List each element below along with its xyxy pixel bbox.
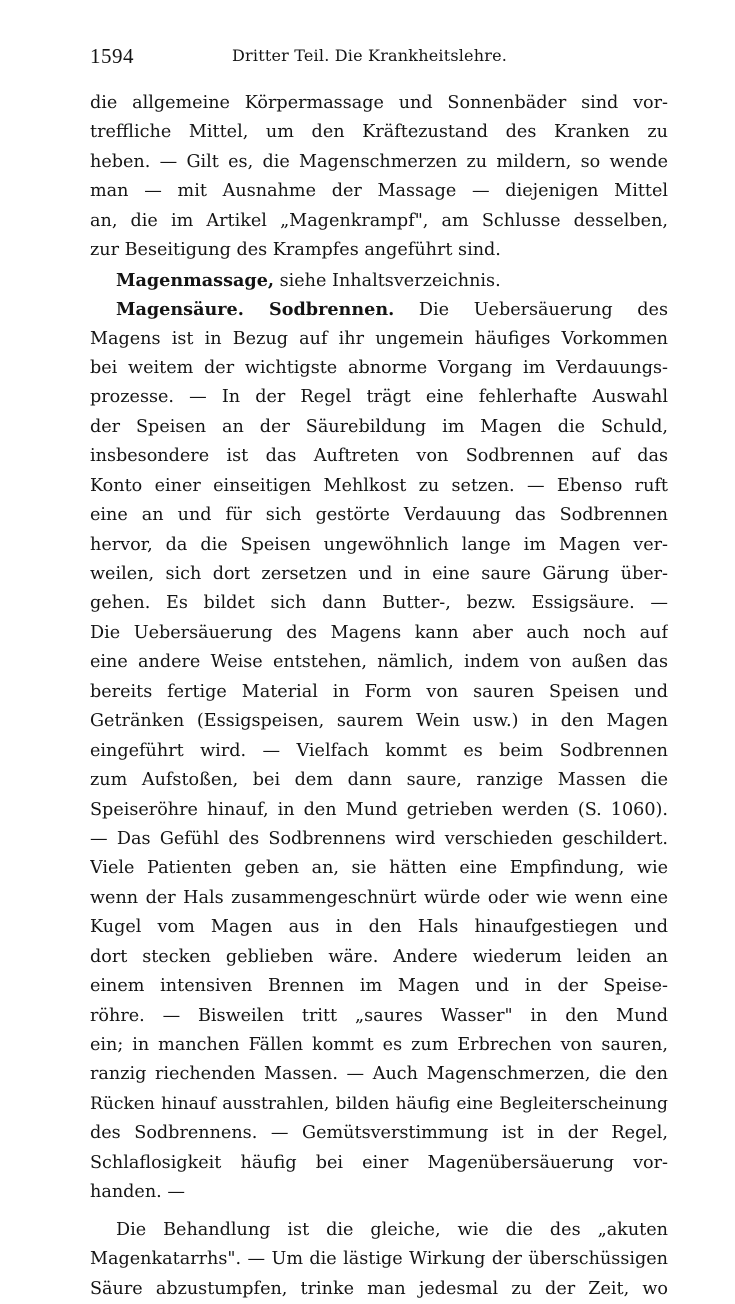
text-line: treffliche Mittel, um den Kräftezustand des Kranken zu [90,122,668,143]
text-line: insbesondere ist das Auftreten von Sodbrennen auf das [90,446,668,467]
text-line: bereits fertige Material in Form von sauren Speisen und [90,681,668,702]
text-line: Die Behandlung ist die gleiche, wie die des „akuten [116,1219,668,1240]
text-line: einem intensiven Brennen im Magen und in der Speise- [90,976,668,997]
paragraph-gap [90,1208,668,1216]
text-line: Getränken (Essigspeisen, saurem Wein usw.) in den Magen [90,711,668,732]
page-body [90,89,668,1304]
text-line: — Das Gefühl des Sodbrennens wird verschieden geschildert. [90,828,668,849]
text-line: dort stecken geblieben wäre. Andere wiederum leiden an [90,946,668,967]
text-line: Magenkatarrhs". — Um die lästige Wirkung der überschüssigen [90,1249,668,1270]
text-line: handen. — [90,1182,185,1203]
text-line: eingeführt wird. — Vielfach kommt es beim Sodbrennen [90,740,668,761]
text-line: zum Aufstoßen, bei dem dann saure, ranzige Massen die [90,770,668,791]
page-number: 1594 [90,44,134,68]
text-line: Magens ist in Bezug auf ihr ungemein häufiges Vorkommen [90,328,668,349]
text-line: gehen. Es bildet sich dann Butter-, bezw. Essigsäure. — [90,593,668,614]
text-line: Speiseröhre hinauf, in den Mund getrieben werden (S. 1060). [90,799,668,820]
text-line: Konto einer einseitigen Mehlkost zu setzen. — Ebenso ruft [90,475,668,496]
text-line: heben. — Gilt es, die Magenschmerzen zu mildern, so wende [90,151,668,172]
entry-term: Magenmassage, [116,269,275,291]
entry-text: siehe Inhaltsverzeichnis. [279,270,501,291]
entry-text: Die Uebersäuerung des [418,300,668,321]
text-line: röhre. — Bisweilen tritt „saures Wasser" in den Mund [90,1005,668,1026]
text-line: Schlaflosigkeit häufig bei einer Magenübersäuerung vor- [90,1152,668,1173]
text-line: Kugel vom Magen aus in den Hals hinaufgestiegen und [90,917,668,938]
entry-magensaeure [90,295,668,324]
text-line: zur Beseitigung des Krampfes angeführt sind. [90,240,501,261]
text-line: die allgemeine Körpermassage und Sonnenbäder sind vor- [90,93,668,113]
text-line: Rücken hinauf ausstrahlen, bilden häufig eine Begleiterscheinung [90,1093,668,1114]
text-line: Viele Patienten geben an, sie hätten eine Empfindung, wie [90,858,668,879]
text-line: des Sodbrennens. — Gemütsverstimmung ist in der Regel, [90,1123,668,1144]
text-line: prozesse. — In der Regel trägt eine fehlerhafte Auswahl [90,387,668,408]
text-line: weilen, sich dort zersetzen und in eine saure Gärung über- [90,564,668,584]
text-line: an, die im Artikel „Magenkrampf", am Schlusse desselben, [90,210,668,231]
page-header [90,44,668,70]
text-line: ein; in manchen Fällen kommt es zum Erbrechen von sauren, [90,1035,668,1055]
text-line: eine an und für sich gestörte Verdauung das Sodbrennen [90,505,668,526]
text-line: hervor, da die Speisen ungewöhnlich lange im Magen ver- [90,534,668,555]
text-line: wenn der Hals zusammengeschnürt würde oder wie wenn eine [90,887,668,908]
text-line: eine andere Weise entstehen, nämlich, indem von außen das [90,652,668,673]
text-line: der Speisen an der Säurebildung im Magen die Schuld, [90,416,668,437]
text-line: man — mit Ausnahme der Massage — diejenigen Mittel [90,181,668,202]
running-head: Dritter Teil. Die Krankheitslehre. [232,46,508,65]
text-line: ranzig riechenden Massen. — Auch Magenschmerzen, die den [90,1064,668,1085]
entry-magenmassage [90,266,668,295]
text-line: Säure abzustumpfen, trinke man jedesmal zu der Zeit, wo [90,1278,668,1299]
entry-term: Magensäure. Sodbrennen. [116,299,395,321]
text-line: Die Uebersäuerung des Magens kann aber auch noch auf [90,622,668,643]
text-line: bei weitem der wichtigste abnorme Vorgang im Verdauungs- [90,357,668,378]
